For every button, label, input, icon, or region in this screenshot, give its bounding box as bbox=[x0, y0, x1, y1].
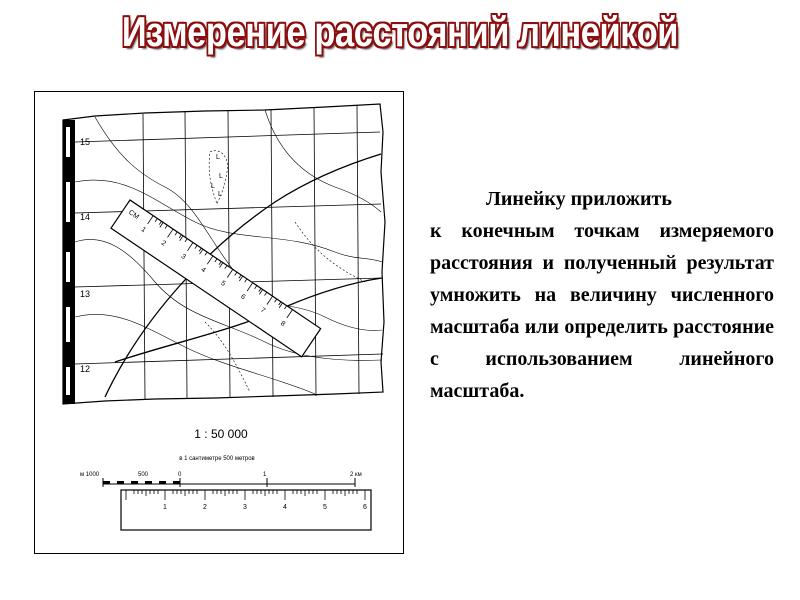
svg-text:3: 3 bbox=[179, 252, 187, 261]
slide-title: Измерение расстояний линейкой bbox=[121, 8, 679, 55]
instruction-body: к конечным точкам измеряемого расстояния и полученный результат умножить на величину численного масштаба или определить расстояние с использованием линейного масштаба. bbox=[430, 220, 774, 402]
ruler-unit: СМ bbox=[127, 209, 141, 222]
bottom-ruler bbox=[121, 490, 371, 530]
svg-text:500: 500 bbox=[138, 472, 149, 478]
svg-text:14: 14 bbox=[80, 212, 91, 222]
svg-text:8: 8 bbox=[279, 320, 287, 329]
svg-text:1: 1 bbox=[163, 504, 167, 511]
svg-text:4: 4 bbox=[199, 266, 207, 275]
svg-text:м 1000: м 1000 bbox=[80, 472, 100, 478]
svg-text:15: 15 bbox=[80, 137, 91, 147]
instruction-first-line: Линейку приложить bbox=[486, 188, 672, 210]
scale-ratio: 1 : 50 000 bbox=[194, 427, 248, 441]
svg-text:7: 7 bbox=[259, 306, 267, 315]
svg-text:13: 13 bbox=[80, 289, 91, 299]
svg-text:6: 6 bbox=[239, 293, 247, 302]
svg-text:6: 6 bbox=[363, 504, 367, 511]
svg-text:L: L bbox=[216, 154, 220, 161]
linear-scale-bar bbox=[103, 478, 355, 487]
svg-text:5: 5 bbox=[323, 504, 327, 511]
svg-text:12: 12 bbox=[80, 364, 91, 374]
scale-note: в 1 сантиметре 500 метров bbox=[179, 456, 255, 462]
instruction-text bbox=[430, 183, 774, 407]
svg-text:5: 5 bbox=[219, 279, 227, 288]
svg-text:1: 1 bbox=[139, 226, 147, 235]
road-curves bbox=[105, 154, 382, 397]
topographic-map-svg bbox=[35, 92, 403, 553]
svg-text:1: 1 bbox=[263, 472, 267, 478]
svg-text:2: 2 bbox=[159, 239, 167, 248]
svg-text:L: L bbox=[211, 183, 215, 190]
grid-labels bbox=[80, 137, 90, 374]
svg-text:2: 2 bbox=[203, 504, 207, 511]
svg-text:4: 4 bbox=[283, 504, 287, 511]
linear-scale-labels bbox=[80, 472, 362, 478]
map-illustration bbox=[34, 91, 404, 554]
svg-text:0: 0 bbox=[178, 472, 182, 478]
svg-text:L: L bbox=[219, 173, 223, 180]
svg-text:2 км: 2 км bbox=[350, 472, 362, 478]
svg-text:L: L bbox=[218, 191, 222, 198]
svg-text:3: 3 bbox=[243, 504, 247, 511]
